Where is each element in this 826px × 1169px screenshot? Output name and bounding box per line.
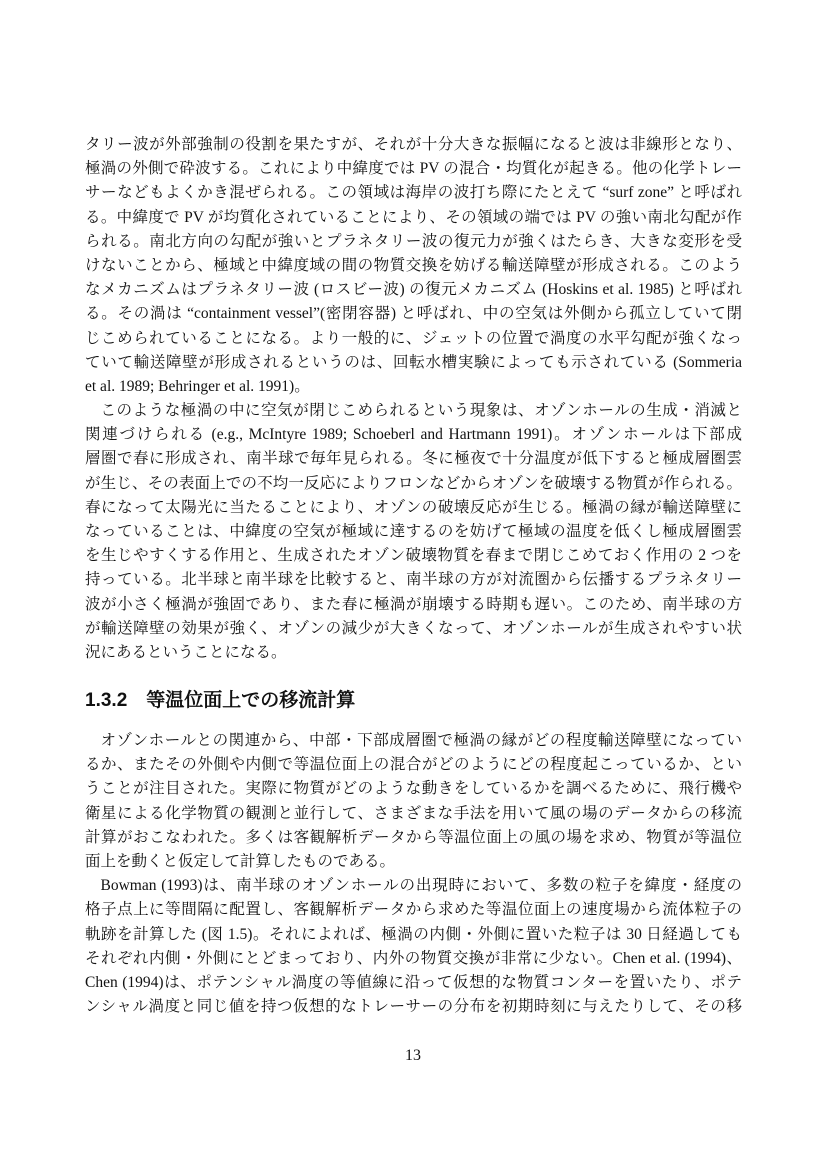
text-line: オゾンホールとの関連から、中部・下部成層圏で極渦の縁がどの程度輸送障壁になってい — [100, 732, 742, 749]
text-line: 持っている。北半球と南半球を比較すると、南半球の方が対流圏から伝播するプラネタリー — [85, 571, 742, 589]
text-line: それぞれ内側・外側にとどまっており、内外の物質交換が非常に少ない。Chen et al. (1994)、 — [85, 949, 742, 967]
text-line: 計算がおこなわれた。多くは客観解析データから等温位面上の風の場を求め、物質が等温位 — [85, 828, 742, 846]
text-line: et al. 1989; Behringer et al. 1991)。 — [85, 377, 310, 395]
text-line: うことが注目された。実際に物質がどのような動きをしているかを調べるために、飛行機や — [85, 780, 742, 798]
text-line: 況にあるということになる。 — [85, 643, 287, 661]
section-heading — [85, 688, 355, 714]
text-line: 極渦の外側で砕波する。これにより中緯度では PV の混合・均質化が起きる。他の化学トレー — [85, 160, 742, 178]
text-line: 格子点上に等間隔に配置し、客観解析データから求めた等温位面上の速度場から流体粒子の — [85, 901, 742, 919]
text-line: る。中緯度で PV が均質化されていることにより、その領域の端では PV の強い南北勾配が作 — [85, 208, 742, 226]
text-line: 春になって太陽光に当たることにより、オゾンの破壊反応が生じる。極渦の縁が輸送障壁に — [85, 498, 742, 516]
text-line: じこめられていることになる。より一般的に、ジェットの位置で渦度の水平勾配が強くなっ — [85, 329, 742, 347]
section-number: 1.3.2 — [85, 690, 128, 711]
text-line: る。その渦は “containment vessel”(密閉容器) と呼ばれ、中の空気は外側から孤立していて閉 — [85, 305, 742, 323]
text-line: が輸送障壁の効果が強く、オゾンの減少が大きくなって、オゾンホールが生成されやすい状 — [85, 619, 742, 637]
text-line: なメカニズムはプラネタリー波 (ロスビー波) の復元メカニズム (Hoskins et al. 1985) と呼ばれ — [85, 281, 742, 299]
text-line: このような極渦の中に空気が閉じこめられるという現象は、オゾンホールの生成・消滅と — [100, 402, 742, 420]
text-line: るか、またその外側や内側で等温位面上の混合がどのようにどの程度起こっているか、とい — [85, 756, 742, 774]
text-line: 関連づけられる (e.g., McIntyre 1989; Schoeberl and Hartmann 1991)。オゾンホールは下部成 — [85, 426, 742, 444]
text-line: Bowman (1993)は、南半球のオゾンホールの出現時において、多数の粒子を緯度・経度の — [100, 877, 742, 895]
text-line: を生じやすくする作用と、生成されたオゾン破壊物質を春まで閉じこめておく作用の 2 つを — [85, 547, 742, 565]
text-line: サーなどもよくかき混ぜられる。この領域は海岸の波打ち際にたとえて “surf zone” と呼ばれ — [85, 184, 742, 202]
text-line: 衛星による化学物質の観測と並行して、さまざまな手法を用いて風の場のデータからの移流 — [85, 804, 742, 822]
text-line: タリー波が外部強制の役割を果たすが、それが十分大きな振幅になると波は非線形となり、 — [85, 136, 742, 153]
body-text-block-upper — [85, 133, 742, 665]
text-line: 波が小さく極渦が強固であり、また春に極渦が崩壊する時期も遅い。このため、南半球の方 — [85, 595, 742, 613]
text-line: 層圏で春に形成され、南半球で毎年見られる。冬に極夜で十分温度が低下すると極成層圏雲 — [85, 450, 742, 468]
page-number: 13 — [405, 1047, 421, 1064]
body-text-block-lower — [85, 729, 742, 1019]
text-line: Chen (1994)は、ポテンシャル渦度の等値線に沿って仮想的な物質コンターを置いたり、ポテ — [85, 973, 742, 991]
text-line: 軌跡を計算した (図 1.5)。それによれば、極渦の内側・外側に置いた粒子は 30 日経過しても — [85, 925, 742, 943]
text-line: けないことから、極域と中緯度域の間の物質交換を妨げる輸送障壁が形成される。このよう — [85, 256, 742, 274]
text-line: なっていることは、中緯度の空気が極域に達するのを妨げて極域の温度を低くし極成層圏雲 — [85, 523, 742, 540]
text-line: られる。南北方向の勾配が強いとプラネタリー波の復元力が強くはたらき、大きな変形を受 — [85, 232, 742, 250]
text-line: 面上を動くと仮定して計算したものである。 — [85, 852, 396, 870]
text-line: ンシャル渦度と同じ値を持つ仮想的なトレーサーの分布を初期時刻に与えたりして、その移 — [85, 998, 742, 1016]
section-title: 等温位面上での移流計算 — [146, 690, 356, 711]
text-line: ていて輸送障壁が形成されるというのは、回転水槽実験によっても示されている (Sommeria — [85, 353, 742, 371]
text-line: が生じ、その表面上での不均一反応によりフロンなどからオゾンを破壊する物質が作られる。 — [85, 474, 742, 492]
